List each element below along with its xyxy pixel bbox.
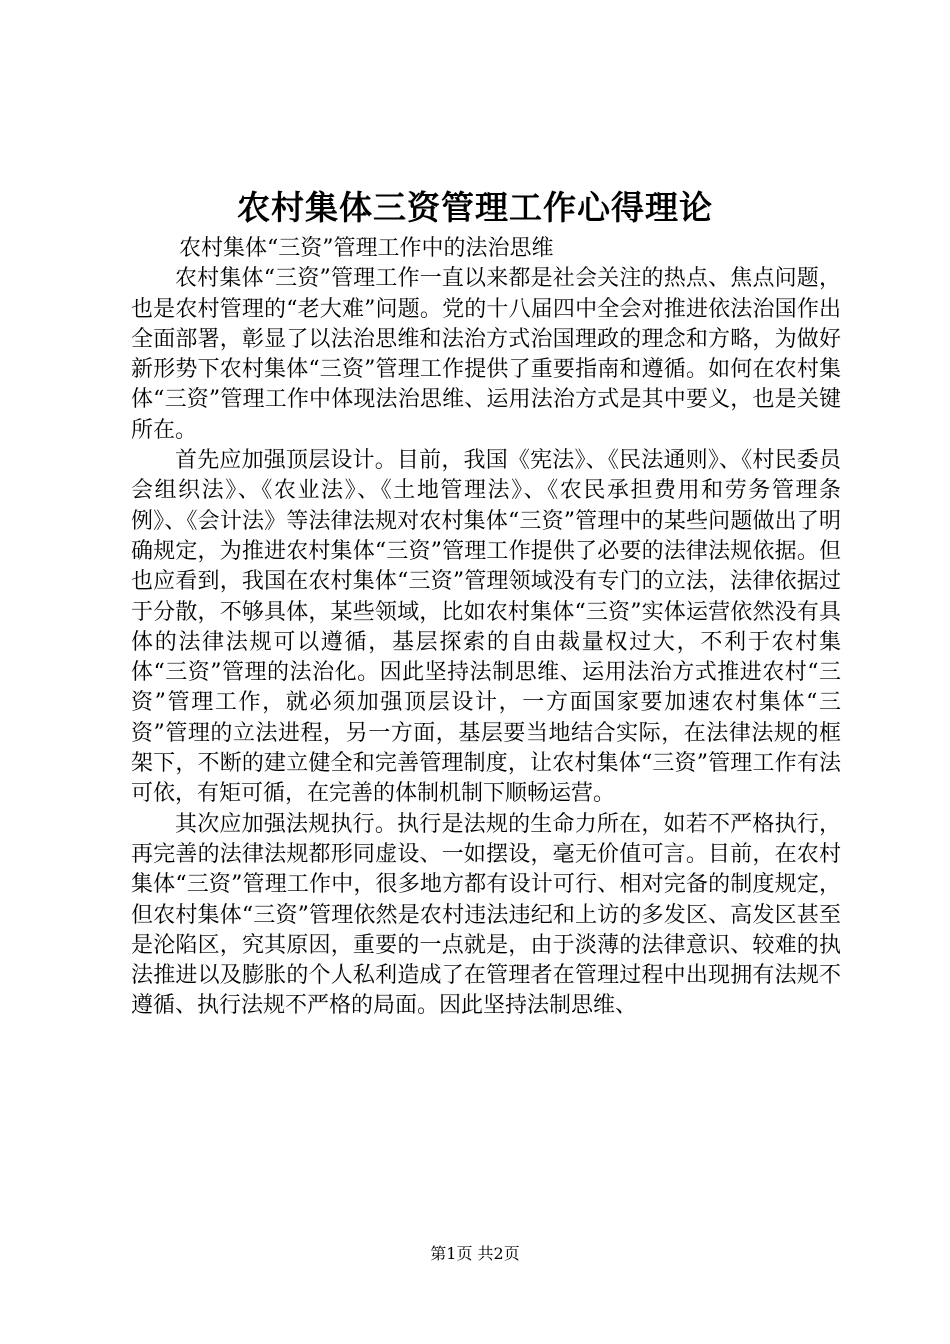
document-title: 农村集体三资管理工作心得理论 — [237, 188, 713, 227]
page-footer: 第1页 共2页 — [430, 1244, 520, 1263]
paragraph-law-enforcement: 其次应加强法规执行。执行是法规的生命力所在，如若不严格执行，再完善的法律法规都形同虚设、一如摆设，毫无价值可言。目前，在农村集体“三资”管理工作中，很多地方都有设计可行、相对完备的制度规定，但农村集体“三资”管理依然是农村违法违纪和上访的多发区、高发区甚至是沦陷区，究其原因，重要的一点就是，由于淡薄的法律意识、较难的执法推进以及膨胀的个人私利造成了在管理者在管理过程中出现拥有法规不遵循、执行法规不严格的局面。因此坚持法制思维、 — [131, 811, 841, 1019]
paragraph-intro: 农村集体“三资”管理工作一直以来都是社会关注的热点、焦点问题，也是农村管理的“老大难”问题。党的十八届四中全会对推进依法治国作出全面部署，彰显了以法治思维和法治方式治国理政的理念和方略，为做好新形势下农村集体“三资”管理工作提供了重要指南和遵循。如何在农村集体“三资”管理工作中体现法治思维、运用法治方式是其中要义，也是关键所在。 — [131, 266, 841, 443]
paragraph-top-level-design: 首先应加强顶层设计。目前，我国《宪法》、《民法通则》、《村民委员会组织法》、《农业法》、《土地管理法》、《农民承担费用和劳务管理条例》、《会计法》等法律法规对农村集体“三资”管理中的某些问题做出了明确规定，为推进农村集体“三资”管理工作提供了必要的法律法规依据。但也应看到，我国在农村集体“三资”管理领域没有专门的立法，法律依据过于分散，不够具体，某些领域，比如农村集体“三资”实体运营依然没有具体的法律法规可以遵循，基层探索的自由裁量权过大，不利于农村集体“三资”管理的法治化。因此坚持法制思维、运用法治方式推进农村“三资”管理工作，就必须加强顶层设计，一方面国家要加速农村集体“三资”管理的立法进程，另一方面，基层要当地结合实际，在法律法规的框架下，不断的建立健全和完善管理制度，让农村集体“三资”管理工作有法可依，有矩可循，在完善的体制机制下顺畅运营。 — [131, 448, 841, 807]
document-subtitle: 农村集体“三资”管理工作中的法治思维 — [179, 236, 554, 261]
document-body — [131, 234, 841, 1022]
